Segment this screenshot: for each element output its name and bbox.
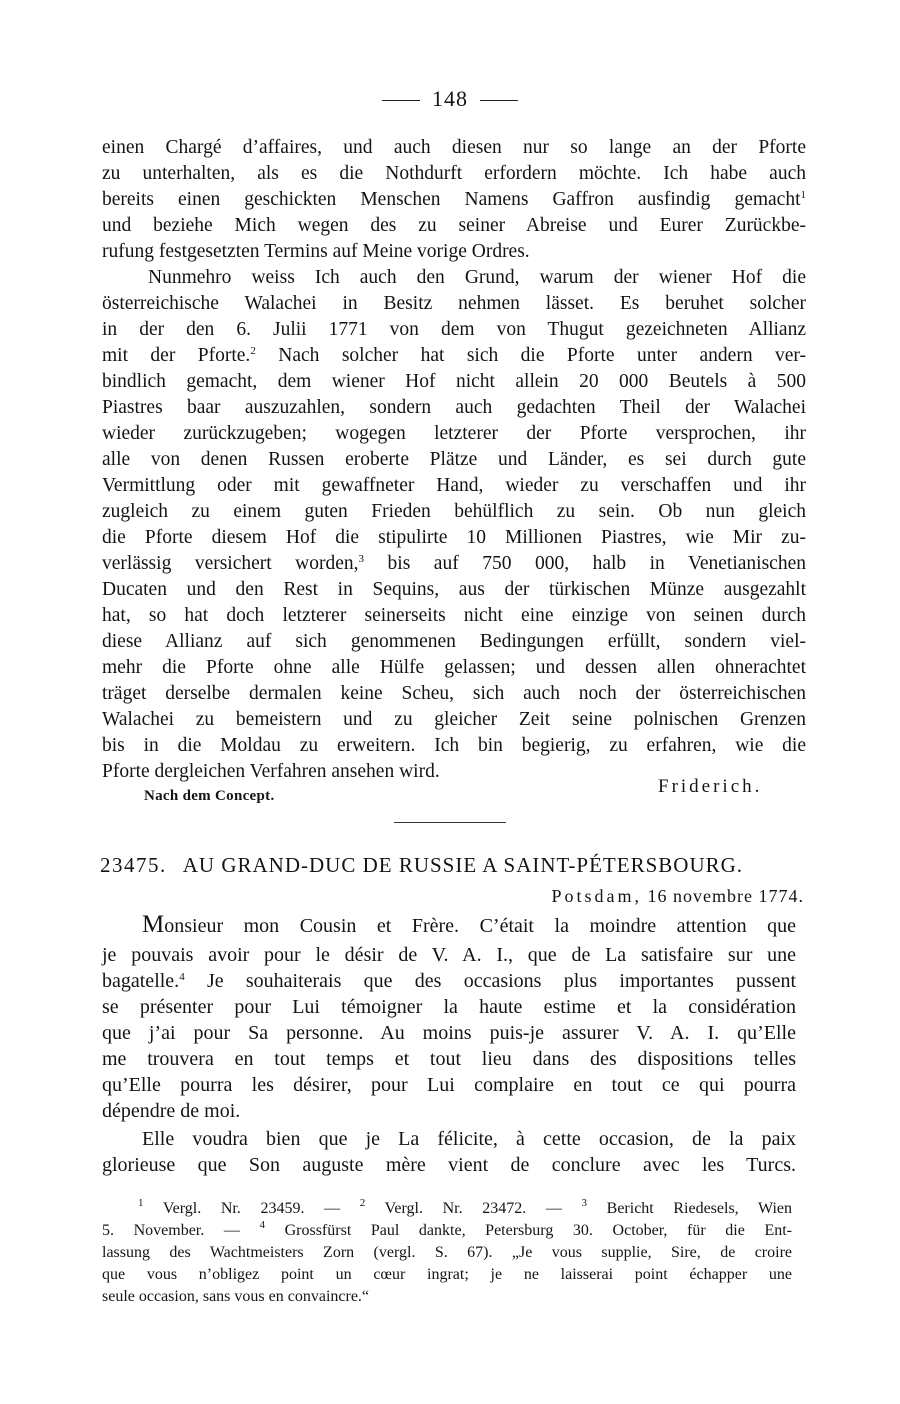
body-line: in der den 6. Julii 1771 von dem von Thugut gezeichneten Allianz	[102, 319, 806, 340]
dateline	[552, 886, 805, 907]
body-line: wieder zurückzugeben; wogegen letzterer der Pforte versprochen, ihr	[102, 423, 806, 444]
footnote-text: 5. November. —	[102, 1222, 240, 1239]
footnote-line: lassung des Wachtmeisters Zorn (vergl. S. 67). „Je vous supplie, Sire, de croire	[102, 1244, 792, 1261]
body-line	[102, 187, 806, 213]
letter-line: je pouvais avoir pour le désir de V. A. I., que de La satisfaire sur une	[102, 944, 796, 966]
page-header	[0, 86, 900, 112]
footnote-ref: 4	[179, 971, 185, 983]
letter-text: onsieur mon Cousin et Frère. C’était la moindre attention que	[164, 915, 796, 937]
section-divider	[394, 822, 506, 823]
body-line: Nunmehro weiss Ich auch den Grund, warum der wiener Hof die	[148, 267, 806, 288]
footnote-text: Vergl. Nr. 23472. —	[384, 1200, 562, 1217]
letter-text: Je souhaiterais que des occasions plus importantes pussent	[206, 970, 796, 992]
body-line: diese Allianz auf sich genommenen Bedingungen erfüllt, sondern viel-	[102, 631, 806, 652]
body-line: Piastres baar auszuzahlen, sondern auch gedachten Theil der Walachei	[102, 397, 806, 418]
header-rule-right	[480, 100, 518, 101]
body-line: Walachei zu bemeistern und zu gleicher Zeit seine polnischen Grenzen	[102, 709, 806, 730]
letter-heading	[100, 853, 808, 878]
letter-number: 23475.	[100, 853, 167, 877]
footnote-text: Grossfürst Paul dankte, Petersburg 30. October, für die Ent-	[284, 1222, 792, 1239]
letter-text: bagatelle.	[102, 970, 180, 992]
letter-line: se présenter pour Lui témoigner la haute estime et la considération	[102, 996, 796, 1018]
body-line	[102, 343, 806, 369]
footnote-marker: 2	[359, 1197, 366, 1209]
letter-line: Elle voudra bien que je La félicite, à cette occasion, de la paix	[142, 1128, 796, 1150]
body-text: mit der Pforte.	[102, 345, 251, 366]
footnote-line: seule occasion, sans vous en convaincre.“	[102, 1288, 370, 1305]
body-line: alle von denen Russen eroberte Plätze und Länder, es sei durch gute	[102, 449, 806, 470]
header-rule-left	[382, 100, 420, 101]
footnote-text: Vergl. Nr. 23459. —	[162, 1200, 341, 1217]
source-note: Nach dem Concept.	[144, 788, 275, 804]
body-line: bis in die Moldau zu erweitern. Ich bin begierig, zu erfahren, wie die	[102, 735, 806, 756]
body-text: bereits einen geschickten Menschen Namens Gaffron ausfindig gemacht	[102, 189, 801, 210]
body-line: mehr die Pforte ohne alle Hülfe gelassen; und dessen allen ohnerachtet	[102, 657, 806, 678]
footnote-marker: 1	[138, 1197, 144, 1209]
letter-title: AU GRAND-DUC DE RUSSIE A SAINT-PÉTERSBOURG.	[182, 853, 744, 877]
letter-line: glorieuse que Son auguste mère vient de conclure avec les Turcs.	[102, 1154, 796, 1176]
letter-line	[142, 912, 796, 939]
body-line: rufung festgesetzten Termins auf Meine vorige Ordres.	[102, 241, 530, 262]
body-text: Nach solcher hat sich die Pforte unter andern ver-	[278, 345, 807, 366]
footnote-ref: 3	[358, 553, 365, 565]
footnote-marker: 3	[581, 1197, 587, 1209]
body-text: bis auf 750 000, halb in Venetianischen	[387, 553, 806, 574]
body-line: österreichische Walachei in Besitz nehmen lässet. Es beruhet solcher	[102, 293, 806, 314]
body-line: träget derselbe dermalen keine Scheu, sich auch noch der österreichischen	[102, 683, 806, 704]
footnote-text: Bericht Riedesels, Wien	[606, 1200, 793, 1217]
drop-initial: M	[142, 911, 165, 938]
body-line: Pforte dergleichen Verfahren ansehen wird.	[102, 761, 440, 782]
footnote-ref: 1	[800, 189, 806, 201]
letter-line: me trouvera en tout temps et tout lieu dans des dispositions telles	[102, 1048, 796, 1070]
signature: Friderich.	[658, 776, 763, 797]
footnote-ref: 2	[250, 345, 256, 357]
page-number: 148	[432, 86, 468, 111]
body-text: verlässig versichert worden,	[102, 553, 359, 574]
letter-line	[102, 968, 796, 994]
letter-line: qu’Elle pourra les désirer, pour Lui complaire en tout ce qui pourra	[102, 1074, 796, 1096]
body-line: bindlich gemacht, dem wiener Hof nicht allein 20 000 Beutels à 500	[102, 371, 806, 392]
body-line: zu unterhalten, als es die Nothdurft erfordern möchte. Ich habe auch	[102, 163, 806, 184]
body-line: Vermittlung oder mit gewaffneter Hand, wieder zu verschaffen und ihr	[102, 475, 806, 496]
footnote-line	[102, 1220, 792, 1242]
body-line: zugleich zu einem guten Frieden behülflich zu sein. Ob nun gleich	[102, 501, 806, 522]
letter-line: que j’ai pour Sa personne. Au moins puis-je assurer V. A. I. qu’Elle	[102, 1022, 796, 1044]
footnote-line	[138, 1198, 792, 1220]
body-line: hat, so hat doch letzterer seinerseits nicht eine einzige von seinen durch	[102, 605, 806, 626]
body-line: die Pforte diesem Hof die stipulirte 10 Millionen Piastres, wie Mir zu-	[102, 527, 806, 548]
body-line: Ducaten und den Rest in Sequins, aus der türkischen Münze ausgezahlt	[102, 579, 806, 600]
dateline-date: 16 novembre 1774.	[647, 886, 804, 906]
body-line: und beziehe Mich wegen des zu seiner Abreise und Eurer Zurückbe-	[102, 215, 806, 236]
letter-line: dépendre de moi.	[102, 1100, 241, 1122]
body-line	[102, 551, 806, 577]
dateline-place: Potsdam,	[551, 886, 643, 906]
body-line: einen Chargé d’affaires, und auch diesen nur so lange an der Pforte	[102, 137, 806, 158]
footnote-line: que vous n’obligez point un cœur ingrat; je ne laisserai point échapper une	[102, 1266, 792, 1283]
footnote-marker: 4	[259, 1219, 265, 1231]
